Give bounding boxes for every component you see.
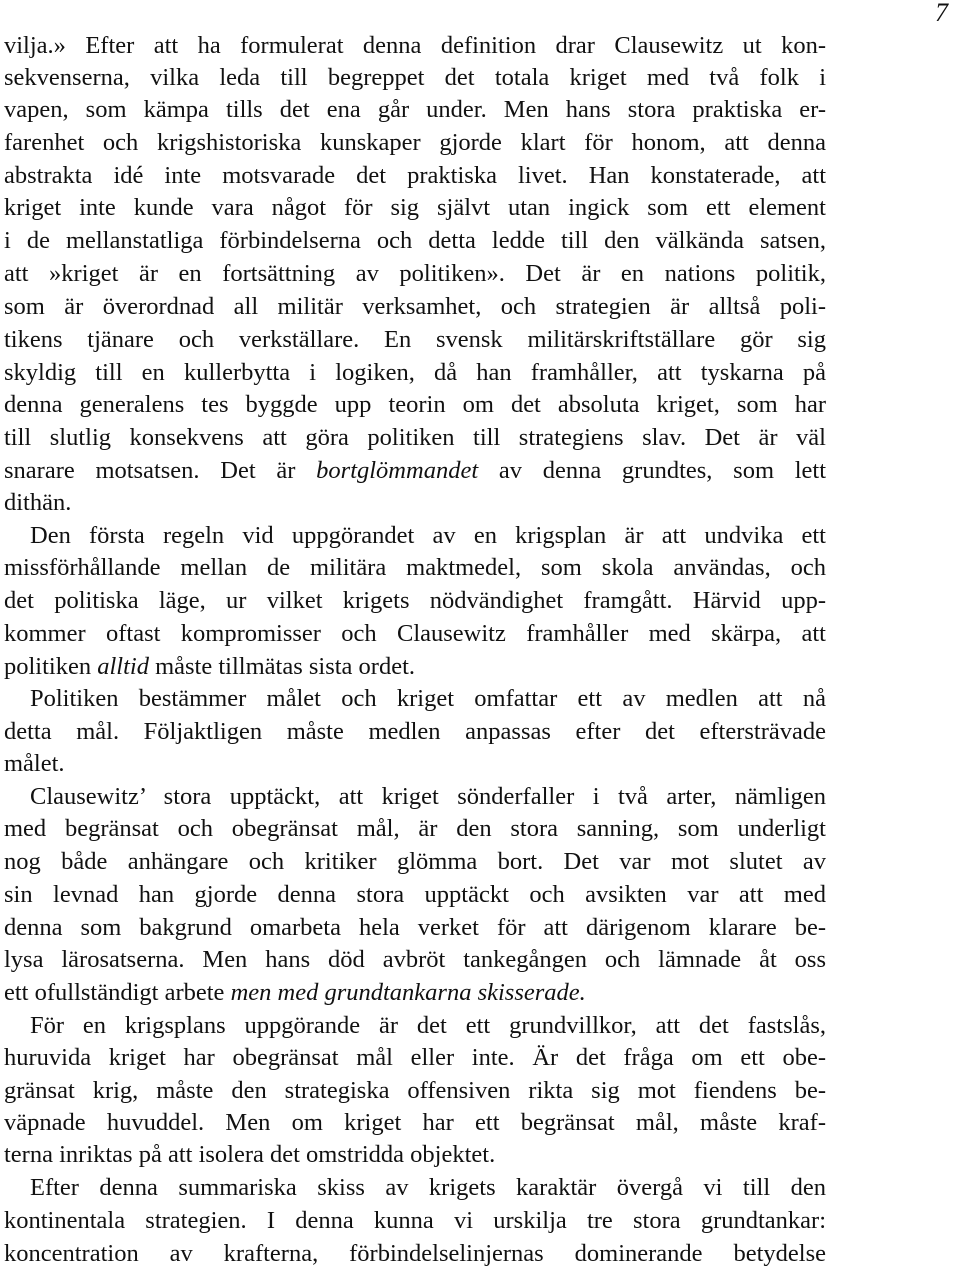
text-line [4, 552, 826, 584]
line-text-rest: måste tillmätas sista ordet. [155, 653, 416, 680]
line-text: kriget inte kunde vara något för sig självt utan ingick som ett element [4, 194, 826, 221]
text-line [30, 1172, 826, 1204]
line-text: till slutlig konsekvens att göra politiken till strategiens slav. Det är väl [4, 424, 826, 451]
line-text: nog både anhängare och kritiker glömma bort. Det var mot slutet av [4, 848, 826, 875]
line-text: gränsat krig, måste den strategiska offensiven rikta sig mot fiendens be- [4, 1077, 826, 1104]
text-line [4, 357, 826, 389]
text-line [4, 160, 826, 192]
line-text: missförhållande mellan de militära maktmedel, som skola användas, och [4, 554, 826, 581]
text-line [4, 127, 826, 159]
line-text: kommer oftast kompromisser och Clausewitz framhåller med skärpa, att [4, 620, 826, 647]
text-line [4, 977, 826, 1009]
line-text: lysa lärosatserna. Men hans död avbröt tankegången och lämnade åt oss [4, 946, 826, 973]
line-text: denna generalens tes byggde upp teorin om det absoluta kriget, som har [4, 391, 826, 418]
text-line [4, 912, 826, 944]
line-text: sekvenserna, vilka leda till begreppet det totala kriget med två folk i [4, 64, 826, 91]
line-text: För en krigsplans uppgörande är det ett grundvillkor, att det fastslås, [30, 1012, 826, 1039]
line-text: sin levnad han gjorde denna stora upptäckt och avsikten var att med [4, 881, 826, 908]
text-line [30, 1010, 826, 1042]
text-line [4, 291, 826, 323]
text-line [4, 1042, 826, 1074]
line-text: tikens tjänare och verkställare. En svensk militärskriftställare gör sig [4, 326, 826, 353]
text-line [4, 1075, 826, 1107]
text-line [4, 30, 826, 62]
text-line [4, 846, 826, 878]
line-text: terna inriktas på att isolera det omstridda objektet. [4, 1141, 496, 1168]
line-text: som är överordnad all militär verksamhet, och strategien är alltså poli- [4, 293, 826, 320]
line-text: skyldig till en kullerbytta i logiken, då han framhåller, att tyskarna på [4, 359, 826, 386]
line-text: denna som bakgrund omarbeta hela verket för att därigenom klarare be- [4, 914, 826, 941]
text-line [30, 520, 826, 552]
text-line [4, 651, 826, 683]
text-line [30, 781, 826, 813]
line-text: farenhet och krigshistoriska kunskaper gjorde klart för honom, att denna [4, 129, 826, 156]
emphasized-text: bortglömmandet [316, 457, 479, 484]
emphasized-text: men med grundtankarna skisserade. [230, 979, 586, 1006]
text-line [4, 716, 826, 748]
text-line [30, 683, 826, 715]
line-text: ett ofullständigt arbete [4, 979, 225, 1006]
page-number: 7 [935, 0, 948, 27]
text-line [4, 455, 826, 487]
line-text: målet. [4, 750, 65, 777]
line-text: väpnade huvuddel. Men om kriget har ett begränsat mål, måste kraf- [4, 1109, 826, 1136]
line-text: koncentration av krafterna, förbindelselinjernas dominerande betydelse [4, 1240, 826, 1267]
line-text: kontinentala strategien. I denna kunna vi urskilja tre stora grundtankar: [4, 1207, 826, 1234]
line-text-rest: av denna grundtes, som lett [498, 457, 827, 484]
text-line [4, 422, 826, 454]
text-line [4, 585, 826, 617]
text-line [4, 1238, 826, 1270]
text-line [4, 94, 826, 126]
text-line [4, 944, 826, 976]
line-text: vilja.» Efter att ha formulerat denna definition drar Clausewitz ut kon- [4, 32, 826, 59]
line-text: Efter denna summariska skiss av krigets karaktär övergå vi till den [30, 1174, 826, 1201]
emphasized-text: alltid [97, 653, 149, 680]
text-line [4, 1107, 826, 1139]
line-text: vapen, som kämpa tills det ena går under. Men hans stora praktiska er- [4, 96, 826, 123]
line-text: abstrakta idé inte motsvarade det praktiska livet. Han konstaterade, att [4, 162, 826, 189]
text-line [4, 389, 826, 421]
line-text: med begränsat och obegränsat mål, är den stora sanning, som underligt [4, 815, 826, 842]
text-line [4, 62, 826, 94]
text-line [4, 487, 826, 519]
line-text: detta mål. Följaktligen måste medlen anpassas efter det eftersträvade [4, 718, 826, 745]
text-line [4, 879, 826, 911]
line-text: i de mellanstatliga förbindelserna och detta ledde till den välkända satsen, [4, 227, 826, 254]
line-text: att »kriget är en fortsättning av politiken». Det är en nations politik, [4, 260, 826, 287]
text-line [4, 1139, 826, 1171]
text-line [4, 618, 826, 650]
text-line [4, 225, 826, 257]
text-line [4, 258, 826, 290]
text-line [4, 1205, 826, 1237]
text-line [4, 813, 826, 845]
text-line [4, 748, 826, 780]
line-text: dithän. [4, 489, 72, 516]
line-text: det politiska läge, ur vilket krigets nödvändighet framgått. Härvid upp- [4, 587, 826, 614]
text-line [4, 192, 826, 224]
line-text: Politiken bestämmer målet och kriget omfattar ett av medlen att nå [30, 685, 826, 712]
line-text: Den första regeln vid uppgörandet av en krigsplan är att undvika ett [30, 522, 826, 549]
line-text: politiken [4, 653, 92, 680]
line-text: Clausewitz’ stora upptäckt, att kriget sönderfaller i två arter, nämligen [30, 783, 826, 810]
line-text: snarare motsatsen. Det är [4, 457, 296, 484]
line-text: huruvida kriget har obegränsat mål eller inte. Är det fråga om ett obe- [4, 1044, 826, 1071]
text-line [4, 324, 826, 356]
